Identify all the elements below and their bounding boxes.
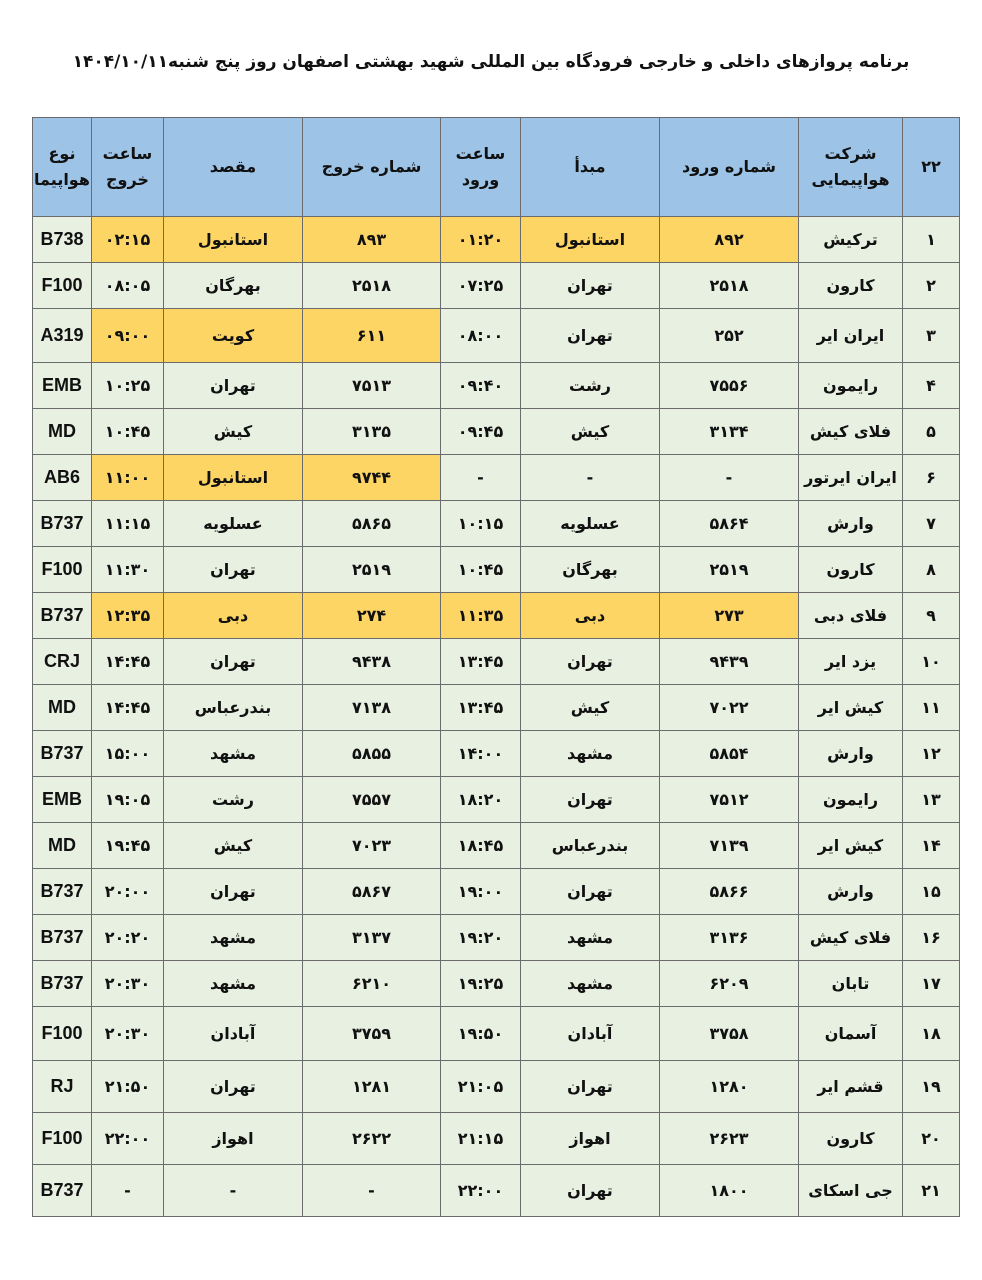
cell-origin: کیش [520,685,659,731]
cell-arr-time: ۰۹:۴۵ [440,409,520,455]
cell-dep-time: ۱۲:۳۵ [91,593,163,639]
cell-aircraft: EMB [33,777,92,823]
cell-arr-flight: ۷۵۵۶ [659,363,798,409]
cell-dep-time: ۱۴:۴۵ [91,639,163,685]
cell-dep-flight: - [302,1165,440,1217]
cell-num: ۲ [903,263,960,309]
cell-airline: ترکیش [799,217,903,263]
cell-num: ۱۲ [903,731,960,777]
header-arrival-time: ساعت ورود [440,118,520,217]
header-aircraft: نوع هواپیما [33,118,92,217]
cell-aircraft: B738 [33,217,92,263]
cell-aircraft: MD [33,409,92,455]
cell-aircraft: CRJ [33,639,92,685]
cell-arr-flight: ۲۶۲۳ [659,1113,798,1165]
cell-dep-flight: ۷۱۳۸ [302,685,440,731]
cell-dep-flight: ۳۷۵۹ [302,1007,440,1061]
cell-dep-flight: ۸۹۳ [302,217,440,263]
cell-airline: فلای دبی [799,593,903,639]
cell-num: ۱۰ [903,639,960,685]
header-origin: مبدأ [520,118,659,217]
table-row [33,1061,960,1113]
cell-num: ۶ [903,455,960,501]
cell-num: ۸ [903,547,960,593]
cell-airline: رایمون [799,363,903,409]
cell-arr-flight: ۷۵۱۲ [659,777,798,823]
table-row [33,1113,960,1165]
cell-aircraft: A319 [33,309,92,363]
cell-arr-flight: ۵۸۵۴ [659,731,798,777]
cell-origin: دبی [520,593,659,639]
cell-dep-time: ۱۱:۱۵ [91,501,163,547]
table-row [33,639,960,685]
cell-dep-flight: ۷۵۵۷ [302,777,440,823]
cell-destination: تهران [163,363,302,409]
cell-aircraft: F100 [33,547,92,593]
cell-airline: فلای کیش [799,915,903,961]
cell-airline: جی اسکای [799,1165,903,1217]
cell-dep-flight: ۳۱۳۵ [302,409,440,455]
cell-arr-flight: ۱۸۰۰ [659,1165,798,1217]
cell-num: ۹ [903,593,960,639]
cell-dep-flight: ۱۲۸۱ [302,1061,440,1113]
cell-dep-time: ۱۴:۴۵ [91,685,163,731]
table-row [33,455,960,501]
cell-dep-time: - [91,1165,163,1217]
cell-arr-time: ۱۴:۰۰ [440,731,520,777]
cell-arr-flight: ۳۷۵۸ [659,1007,798,1061]
cell-num: ۱۴ [903,823,960,869]
cell-arr-time: ۱۹:۲۰ [440,915,520,961]
cell-num: ۱۷ [903,961,960,1007]
table-row [33,869,960,915]
cell-aircraft: B737 [33,1165,92,1217]
cell-num: ۱۸ [903,1007,960,1061]
cell-destination: - [163,1165,302,1217]
cell-origin: تهران [520,1061,659,1113]
cell-origin: رشت [520,363,659,409]
cell-origin: بندرعباس [520,823,659,869]
header-row [33,118,960,217]
cell-dep-flight: ۲۵۱۸ [302,263,440,309]
cell-dep-time: ۰۸:۰۵ [91,263,163,309]
cell-arr-time: ۱۰:۱۵ [440,501,520,547]
cell-dep-time: ۲۱:۵۰ [91,1061,163,1113]
table-row [33,309,960,363]
cell-airline: قشم ایر [799,1061,903,1113]
table-row [33,731,960,777]
cell-arr-flight: ۳۱۳۶ [659,915,798,961]
cell-arr-time: ۱۹:۰۰ [440,869,520,915]
header-number: ۲۲ [903,118,960,217]
cell-arr-time: ۲۱:۱۵ [440,1113,520,1165]
cell-dep-flight: ۶۲۱۰ [302,961,440,1007]
cell-destination: بندرعباس [163,685,302,731]
cell-num: ۱۱ [903,685,960,731]
cell-arr-flight: ۸۹۲ [659,217,798,263]
page-title: برنامه پروازهای داخلی و خارجی فرودگاه بین المللی شهید بهشتی اصفهان روز پنج شنبه۱۴۰۴/۱۰/۱۱ [72,52,910,72]
cell-num: ۱۶ [903,915,960,961]
cell-airline: کیش ایر [799,685,903,731]
cell-num: ۲۱ [903,1165,960,1217]
cell-airline: وارش [799,731,903,777]
cell-dep-time: ۲۰:۰۰ [91,869,163,915]
cell-origin: - [520,455,659,501]
cell-dep-time: ۲۲:۰۰ [91,1113,163,1165]
cell-destination: عسلویه [163,501,302,547]
cell-num: ۵ [903,409,960,455]
table-row [33,685,960,731]
cell-aircraft: AB6 [33,455,92,501]
cell-dep-time: ۰۲:۱۵ [91,217,163,263]
cell-arr-flight: ۲۵۲ [659,309,798,363]
cell-dep-time: ۲۰:۲۰ [91,915,163,961]
cell-origin: تهران [520,639,659,685]
header-destination: مقصد [163,118,302,217]
flight-schedule-table [32,117,960,1217]
cell-aircraft: F100 [33,263,92,309]
table-row [33,1007,960,1061]
cell-arr-time: ۰۸:۰۰ [440,309,520,363]
table-row [33,263,960,309]
cell-origin: کیش [520,409,659,455]
cell-dep-time: ۱۰:۲۵ [91,363,163,409]
cell-airline: فلای کیش [799,409,903,455]
cell-destination: دبی [163,593,302,639]
cell-arr-flight: ۲۵۱۸ [659,263,798,309]
cell-dep-flight: ۹۷۴۴ [302,455,440,501]
cell-dep-time: ۱۱:۰۰ [91,455,163,501]
cell-aircraft: RJ [33,1061,92,1113]
cell-aircraft: B737 [33,869,92,915]
cell-dep-time: ۱۵:۰۰ [91,731,163,777]
cell-destination: کیش [163,823,302,869]
cell-num: ۷ [903,501,960,547]
cell-airline: یزد ایر [799,639,903,685]
cell-destination: تهران [163,547,302,593]
cell-airline: وارش [799,501,903,547]
cell-origin: تهران [520,309,659,363]
header-arrival-flight: شماره ورود [659,118,798,217]
cell-dep-flight: ۷۵۱۳ [302,363,440,409]
cell-airline: تابان [799,961,903,1007]
cell-airline: کارون [799,263,903,309]
cell-dep-time: ۱۰:۴۵ [91,409,163,455]
cell-num: ۱۳ [903,777,960,823]
table-row [33,363,960,409]
cell-airline: آسمان [799,1007,903,1061]
table-row [33,217,960,263]
cell-aircraft: EMB [33,363,92,409]
cell-airline: رایمون [799,777,903,823]
cell-origin: عسلویه [520,501,659,547]
cell-arr-flight: ۲۵۱۹ [659,547,798,593]
cell-arr-time: ۱۳:۴۵ [440,639,520,685]
cell-destination: تهران [163,869,302,915]
cell-arr-time: ۰۱:۲۰ [440,217,520,263]
cell-origin: اهواز [520,1113,659,1165]
cell-destination: آبادان [163,1007,302,1061]
cell-dep-flight: ۶۱۱ [302,309,440,363]
cell-origin: بهرگان [520,547,659,593]
cell-destination: کویت [163,309,302,363]
cell-num: ۴ [903,363,960,409]
cell-arr-time: ۱۸:۴۵ [440,823,520,869]
header-departure-flight: شماره خروج [302,118,440,217]
cell-origin: مشهد [520,915,659,961]
cell-airline: کارون [799,1113,903,1165]
cell-origin: مشهد [520,961,659,1007]
cell-arr-flight: ۷۱۳۹ [659,823,798,869]
cell-dep-flight: ۵۸۶۷ [302,869,440,915]
cell-dep-time: ۱۹:۴۵ [91,823,163,869]
cell-aircraft: B737 [33,593,92,639]
cell-num: ۱۵ [903,869,960,915]
cell-airline: کارون [799,547,903,593]
cell-aircraft: B737 [33,501,92,547]
cell-dep-flight: ۲۷۴ [302,593,440,639]
header-departure-time: ساعت خروج [91,118,163,217]
cell-destination: کیش [163,409,302,455]
table-row [33,1165,960,1217]
cell-arr-time: ۱۹:۵۰ [440,1007,520,1061]
cell-arr-flight: ۱۲۸۰ [659,1061,798,1113]
cell-arr-flight: ۹۴۳۹ [659,639,798,685]
cell-aircraft: B737 [33,731,92,777]
cell-destination: مشهد [163,961,302,1007]
cell-arr-time: ۲۲:۰۰ [440,1165,520,1217]
cell-dep-flight: ۲۵۱۹ [302,547,440,593]
cell-arr-time: ۲۱:۰۵ [440,1061,520,1113]
cell-aircraft: MD [33,685,92,731]
cell-aircraft: MD [33,823,92,869]
cell-airline: ایران ایر [799,309,903,363]
table-row [33,777,960,823]
cell-arr-time: ۰۷:۲۵ [440,263,520,309]
cell-arr-flight: ۲۷۳ [659,593,798,639]
table-row [33,593,960,639]
table-row [33,547,960,593]
cell-arr-flight: - [659,455,798,501]
cell-destination: مشهد [163,915,302,961]
cell-arr-time: ۱۳:۴۵ [440,685,520,731]
cell-dep-time: ۰۹:۰۰ [91,309,163,363]
cell-arr-time: ۱۰:۴۵ [440,547,520,593]
cell-airline: کیش ایر [799,823,903,869]
cell-destination: استانبول [163,455,302,501]
cell-arr-time: ۰۹:۴۰ [440,363,520,409]
cell-num: ۳ [903,309,960,363]
cell-destination: تهران [163,639,302,685]
cell-dep-flight: ۲۶۲۲ [302,1113,440,1165]
cell-arr-flight: ۶۲۰۹ [659,961,798,1007]
cell-dep-time: ۱۹:۰۵ [91,777,163,823]
cell-airline: ایران ایرتور [799,455,903,501]
cell-destination: رشت [163,777,302,823]
cell-origin: تهران [520,263,659,309]
cell-arr-flight: ۳۱۳۴ [659,409,798,455]
cell-arr-flight: ۷۰۲۲ [659,685,798,731]
cell-origin: استانبول [520,217,659,263]
cell-dep-flight: ۹۴۳۸ [302,639,440,685]
cell-aircraft: F100 [33,1113,92,1165]
cell-dep-flight: ۷۰۲۳ [302,823,440,869]
cell-aircraft: F100 [33,1007,92,1061]
header-airline: شرکت هواپیمایی [799,118,903,217]
cell-dep-flight: ۳۱۳۷ [302,915,440,961]
cell-num: ۱۹ [903,1061,960,1113]
cell-destination: بهرگان [163,263,302,309]
table-row [33,915,960,961]
cell-origin: تهران [520,1165,659,1217]
cell-arr-flight: ۵۸۶۴ [659,501,798,547]
cell-origin: مشهد [520,731,659,777]
cell-destination: اهواز [163,1113,302,1165]
cell-dep-time: ۲۰:۳۰ [91,961,163,1007]
table-row [33,823,960,869]
cell-origin: آبادان [520,1007,659,1061]
cell-arr-time: - [440,455,520,501]
cell-origin: تهران [520,869,659,915]
cell-dep-time: ۲۰:۳۰ [91,1007,163,1061]
cell-origin: تهران [520,777,659,823]
table-row [33,409,960,455]
cell-arr-time: ۱۱:۳۵ [440,593,520,639]
cell-destination: مشهد [163,731,302,777]
cell-num: ۱ [903,217,960,263]
cell-num: ۲۰ [903,1113,960,1165]
cell-aircraft: B737 [33,915,92,961]
cell-destination: استانبول [163,217,302,263]
cell-dep-flight: ۵۸۵۵ [302,731,440,777]
cell-airline: وارش [799,869,903,915]
cell-arr-flight: ۵۸۶۶ [659,869,798,915]
table-row [33,961,960,1007]
table-row [33,501,960,547]
cell-aircraft: B737 [33,961,92,1007]
cell-destination: تهران [163,1061,302,1113]
cell-arr-time: ۱۸:۲۰ [440,777,520,823]
cell-arr-time: ۱۹:۲۵ [440,961,520,1007]
cell-dep-flight: ۵۸۶۵ [302,501,440,547]
cell-dep-time: ۱۱:۳۰ [91,547,163,593]
